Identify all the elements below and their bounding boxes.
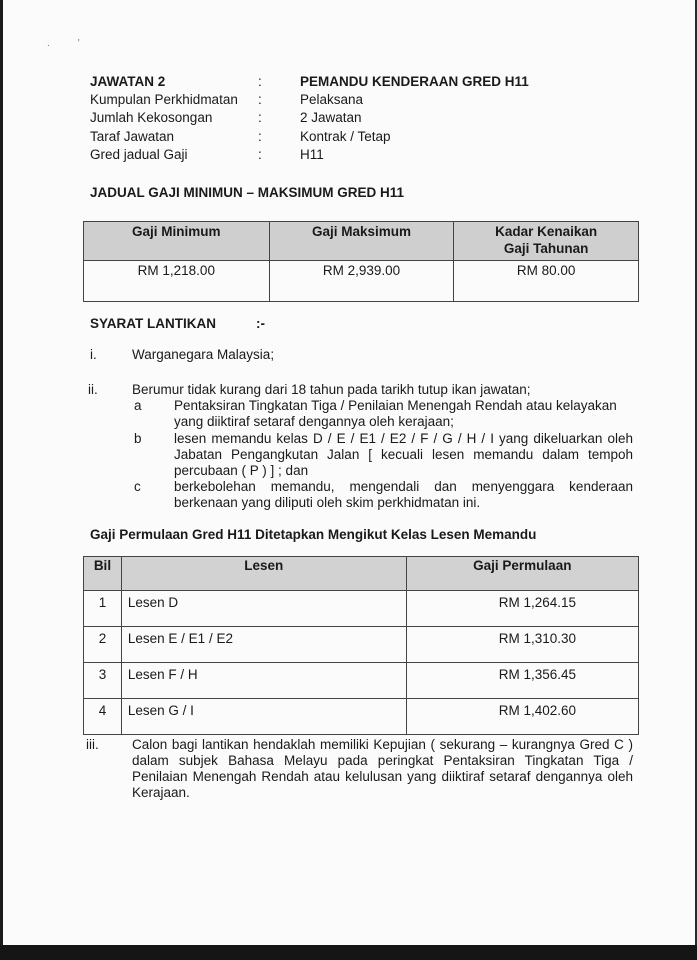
gaji-cell: RM 1,356.45 <box>406 663 638 699</box>
header-value: 2 Jawatan <box>300 110 362 125</box>
sub-text: yang diiktiraf setaraf dengannya oleh kerajaan; <box>174 414 454 429</box>
sub-text: berkebolehan memandu, mengendali dan menyenggara kenderaan berkenaan yang diliputi oleh skim perkhidmatan ini. <box>174 479 633 510</box>
table-row <box>84 591 639 627</box>
header-key: Jumlah Kekosongan <box>90 110 213 125</box>
license-table-title: Gaji Permulaan Gred H11 Ditetapkan Mengikut Kelas Lesen Memandu <box>90 527 537 542</box>
list-text: Berumur tidak kurang dari 18 tahun pada tarikh tutup ikan jawatan; <box>132 382 531 397</box>
lesen-cell: Lesen E / E1 / E2 <box>121 627 406 663</box>
list-number: i. <box>90 347 97 362</box>
col-header <box>454 222 639 261</box>
sub-label: b <box>134 431 142 446</box>
scan-specks: .' <box>47 38 108 49</box>
sub-text: Pentaksiran Tingkatan Tiga / Penilaian Menengah Rendah atau kelayakan <box>174 398 617 413</box>
list-text: Calon bagi lantikan hendaklah memiliki Kepujian ( sekurang – kurangnya Gred C ) dalam subjek Bahasa Melayu pada peringkat Pentaksiran Tingkatan Tiga / Penilaian Menengah Rendah atau kelulusan yang diiktiraf setaraf dengannya oleh Kerajaan. <box>132 737 633 800</box>
gaji-cell: RM 1,310.30 <box>406 627 638 663</box>
col-header: Gaji Maksimum <box>269 222 454 261</box>
header-colon: : <box>258 110 262 125</box>
table-row <box>84 627 639 663</box>
header-key: Gred jadual Gaji <box>90 147 188 162</box>
table-row <box>84 699 639 735</box>
lesen-cell: Lesen G / I <box>121 699 406 735</box>
header-value: Pelaksana <box>300 92 364 107</box>
sub-label: a <box>134 398 142 413</box>
col-header: Lesen <box>121 557 406 591</box>
header-value: Kontrak / Tetap <box>300 129 391 144</box>
document-page <box>3 0 697 945</box>
col-header: Gaji Permulaan <box>406 557 638 591</box>
lesen-cell: Lesen D <box>121 591 406 627</box>
header-key: JAWATAN 2 <box>90 74 166 89</box>
list-number: ii. <box>88 382 98 397</box>
header-colon: : <box>258 129 262 144</box>
salary-scale-table <box>83 221 639 302</box>
scan-edge <box>0 945 697 960</box>
table-cell: RM 1,218.00 <box>84 261 270 302</box>
header-key: Kumpulan Perkhidmatan <box>90 92 238 107</box>
bil-cell: 4 <box>84 699 122 735</box>
requirements-title: SYARAT LANTIKAN <box>90 316 217 331</box>
table-cell: RM 2,939.00 <box>269 261 454 302</box>
header-key: Taraf Jawatan <box>90 129 175 144</box>
header-colon: : <box>258 92 262 107</box>
table-cell: RM 80.00 <box>454 261 639 302</box>
gaji-cell: RM 1,264.15 <box>406 591 638 627</box>
col-header: Gaji Minimum <box>84 222 270 261</box>
header-value: PEMANDU KENDERAAN GRED H11 <box>300 74 529 89</box>
col-header-line: Kadar Kenaikan <box>495 224 598 239</box>
bil-cell: 3 <box>84 663 122 699</box>
list-text: Warganegara Malaysia; <box>132 347 275 362</box>
list-number: iii. <box>86 737 99 752</box>
bil-cell: 1 <box>84 591 122 627</box>
sub-label: c <box>134 479 141 494</box>
sub-text: lesen memandu kelas D / E / E1 / E2 / F / G / H / I yang dikeluarkan oleh Jabatan Pengangkutan Jalan [ kecuali lesen memandu dalam tempoh percubaan ( P ) ] ; dan <box>174 431 633 478</box>
bil-cell: 2 <box>84 627 122 663</box>
gaji-cell: RM 1,402.60 <box>406 699 638 735</box>
license-table <box>83 556 639 735</box>
lesen-cell: Lesen F / H <box>121 663 406 699</box>
header-colon: : <box>258 74 262 89</box>
col-header: Bil <box>84 557 122 591</box>
requirements-title-mark: :- <box>256 316 265 331</box>
salary-scale-title: JADUAL GAJI MINIMUN – MAKSIMUM GRED H11 <box>90 185 405 200</box>
header-value: H11 <box>300 147 324 162</box>
header-colon: : <box>258 147 262 162</box>
col-header-line: Gaji Tahunan <box>503 241 589 256</box>
table-row <box>84 663 639 699</box>
